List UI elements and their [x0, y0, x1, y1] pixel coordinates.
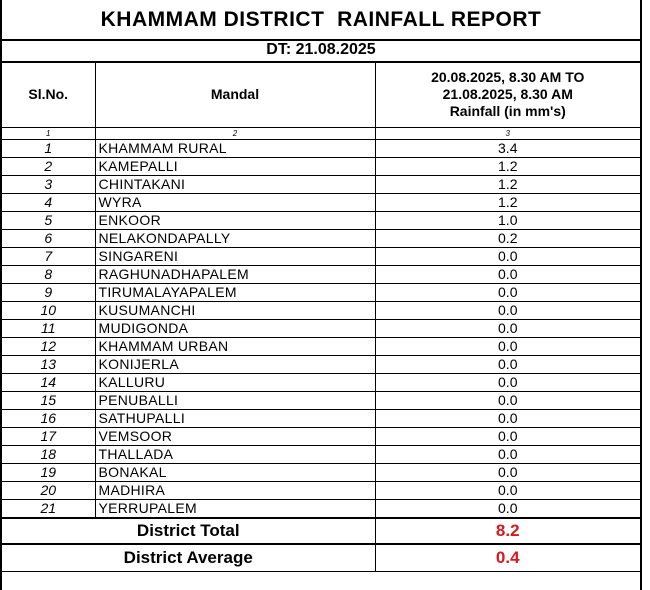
column-index-row — [2, 128, 640, 140]
mandal-cell: YERRUPALEM — [95, 500, 375, 519]
district-average-label: District Average — [2, 544, 375, 572]
table-row — [2, 176, 640, 194]
table-row — [2, 410, 640, 428]
table-row — [2, 338, 640, 356]
mandal-cell: KHAMMAM RURAL — [95, 140, 375, 158]
table-row — [2, 320, 640, 338]
table-row — [2, 230, 640, 248]
mandal-cell: KHAMMAM URBAN — [95, 338, 375, 356]
mandal-cell: SINGARENI — [95, 248, 375, 266]
table-row — [2, 356, 640, 374]
report-date: DT: 21.08.2025 — [2, 39, 640, 63]
sl-no-cell: 7 — [2, 248, 95, 266]
table-row — [2, 374, 640, 392]
column-index: 2 — [95, 128, 375, 140]
rainfall-cell: 0.0 — [375, 446, 640, 464]
sl-no-cell: 15 — [2, 392, 95, 410]
report-title: KHAMMAM DISTRICT RAINFALL REPORT — [2, 0, 640, 41]
mandal-cell: TIRUMALAYAPALEM — [95, 284, 375, 302]
table-row — [2, 158, 640, 176]
mandal-cell: RAGHUNADHAPALEM — [95, 266, 375, 284]
header-rainfall-line3: Rainfall (in mm's) — [449, 102, 566, 119]
mandal-cell: MUDIGONDA — [95, 320, 375, 338]
district-total-value: 8.2 — [375, 518, 640, 544]
sl-no-cell: 4 — [2, 194, 95, 212]
mandal-cell: SATHUPALLI — [95, 410, 375, 428]
district-average-value: 0.4 — [375, 544, 640, 572]
mandal-cell: BONAKAL — [95, 464, 375, 482]
header-rainfall-line2: 21.08.2025, 8.30 AM — [442, 85, 573, 102]
rainfall-cell: 0.0 — [375, 464, 640, 482]
rainfall-cell: 0.0 — [375, 356, 640, 374]
mandal-cell: KALLURU — [95, 374, 375, 392]
mandal-cell: THALLADA — [95, 446, 375, 464]
table-row — [2, 284, 640, 302]
table-header-row — [2, 61, 640, 128]
rainfall-cell: 3.4 — [375, 140, 640, 158]
rainfall-cell: 0.0 — [375, 338, 640, 356]
rainfall-table — [2, 61, 640, 572]
district-total-label: District Total — [2, 518, 375, 544]
mandal-cell: NELAKONDAPALLY — [95, 230, 375, 248]
sl-no-cell: 17 — [2, 428, 95, 446]
table-body — [2, 140, 640, 519]
header-rainfall — [375, 61, 640, 128]
sl-no-cell: 10 — [2, 302, 95, 320]
mandal-cell: ENKOOR — [95, 212, 375, 230]
table-row — [2, 140, 640, 158]
table-row — [2, 464, 640, 482]
sl-no-cell: 3 — [2, 176, 95, 194]
sl-no-cell: 16 — [2, 410, 95, 428]
mandal-cell: PENUBALLI — [95, 392, 375, 410]
rainfall-cell: 0.0 — [375, 320, 640, 338]
mandal-cell: CHINTAKANI — [95, 176, 375, 194]
table-row — [2, 212, 640, 230]
column-index: 1 — [2, 128, 95, 140]
table-row — [2, 500, 640, 519]
sl-no-cell: 14 — [2, 374, 95, 392]
sl-no-cell: 5 — [2, 212, 95, 230]
table-row — [2, 248, 640, 266]
rainfall-cell: 0.0 — [375, 410, 640, 428]
rainfall-cell: 0.0 — [375, 284, 640, 302]
sl-no-cell: 13 — [2, 356, 95, 374]
rainfall-cell: 0.0 — [375, 500, 640, 519]
mandal-cell: KAMEPALLI — [95, 158, 375, 176]
sl-no-cell: 18 — [2, 446, 95, 464]
district-total-row — [2, 518, 640, 544]
rainfall-cell: 1.2 — [375, 194, 640, 212]
header-mandal: Mandal — [95, 61, 375, 128]
sl-no-cell: 19 — [2, 464, 95, 482]
header-rainfall-line1: 20.08.2025, 8.30 AM TO — [431, 68, 585, 85]
rainfall-cell: 0.0 — [375, 482, 640, 500]
table-row — [2, 302, 640, 320]
sl-no-cell: 11 — [2, 320, 95, 338]
sl-no-cell: 6 — [2, 230, 95, 248]
table-row — [2, 482, 640, 500]
sl-no-cell: 9 — [2, 284, 95, 302]
mandal-cell: KUSUMANCHI — [95, 302, 375, 320]
table-row — [2, 428, 640, 446]
sl-no-cell: 2 — [2, 158, 95, 176]
table-row — [2, 392, 640, 410]
sl-no-cell: 1 — [2, 140, 95, 158]
header-sl-no: Sl.No. — [2, 61, 95, 128]
rainfall-cell: 0.0 — [375, 428, 640, 446]
rainfall-cell: 0.0 — [375, 302, 640, 320]
rainfall-cell: 0.0 — [375, 374, 640, 392]
rainfall-cell: 1.2 — [375, 158, 640, 176]
mandal-cell: WYRA — [95, 194, 375, 212]
table-row — [2, 446, 640, 464]
rainfall-cell: 1.0 — [375, 212, 640, 230]
rainfall-cell: 0.0 — [375, 392, 640, 410]
table-row — [2, 194, 640, 212]
sl-no-cell: 12 — [2, 338, 95, 356]
rainfall-cell: 0.2 — [375, 230, 640, 248]
mandal-cell: MADHIRA — [95, 482, 375, 500]
rainfall-cell: 1.2 — [375, 176, 640, 194]
sl-no-cell: 21 — [2, 500, 95, 519]
mandal-cell: VEMSOOR — [95, 428, 375, 446]
mandal-cell: KONIJERLA — [95, 356, 375, 374]
table-row — [2, 266, 640, 284]
rainfall-cell: 0.0 — [375, 266, 640, 284]
sl-no-cell: 20 — [2, 482, 95, 500]
sl-no-cell: 8 — [2, 266, 95, 284]
district-average-row — [2, 544, 640, 572]
rainfall-cell: 0.0 — [375, 248, 640, 266]
column-index: 3 — [375, 128, 640, 140]
